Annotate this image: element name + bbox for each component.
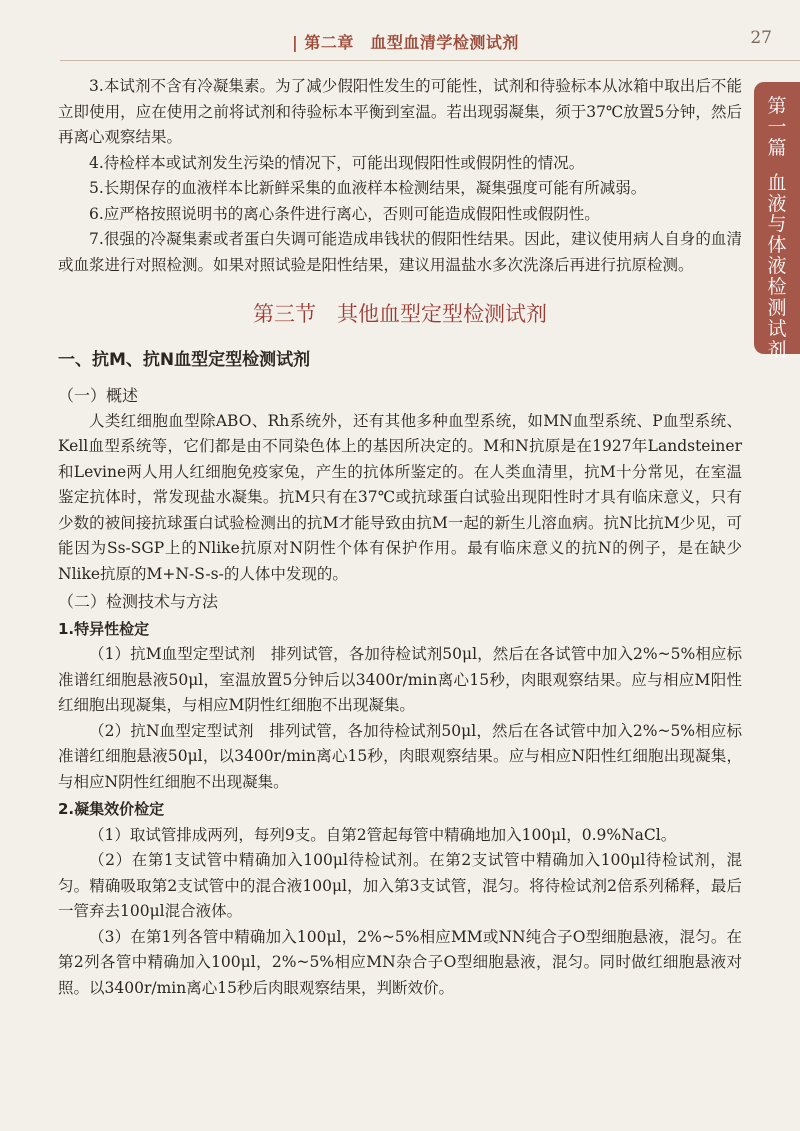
paragraph: （1）取试管排成两列，每列9支。自第2管起每管中精确地加入100μl，0.9%NaCl。: [89, 825, 677, 844]
subheading: （二）检测技术与方法: [58, 592, 219, 611]
part-label: 第 一 篇: [767, 95, 787, 159]
paragraph: 3.本试剂不含有冷凝集素。为了减少假阳性发生的可能性，试剂和待验标本从冰箱中取出后不能立即使用，应在使用之前将试剂和待验标本平衡到室温。若出现弱凝集，须于37℃放置5分钟，然后再离心观察结果。: [58, 77, 742, 146]
part-side-tab: [754, 82, 800, 361]
paragraph: 5.长期保存的血液样本比新鲜采集的血液样本检测结果，凝集强度可能有所减弱。: [89, 179, 647, 197]
paragraph: 4.待检样本或试剂发生污染的情况下，可能出现假阳性或假阴性的情况。: [89, 153, 585, 172]
chapter-title: | 第二章 血型血清学检测试剂: [292, 33, 519, 52]
paragraph: （2）抗N血型定型试剂 排列试管，各加待检试剂50μl，然后在各试管中加入2%~5%相应标准谱红细胞悬液50μl，以3400r/min离心15秒，肉眼观察结果。应与相应N阳性红细胞出现凝集，与相应N阴性红细胞不出现凝集。: [58, 721, 742, 791]
subheading: 1.特异性检定: [58, 619, 150, 638]
paragraph: （2）在第1支试管中精确加入100μl待检试剂。在第2支试管中精确加入100μl待检试剂，混匀。精确吸取第2支试管中的混合液100μl，加入第3支试管，混匀。将待检试剂2倍系列稀释，最后一管弃去100μl混合液体。: [58, 851, 742, 920]
paragraph: 7.很强的冷凝集素或者蛋白失调可能造成串钱状的假阳性结果。因此，建议使用病人自身的血清或血浆进行对照检测。如果对照试验是阳性结果，建议用温盐水多次洗涤后再进行抗原检测。: [58, 230, 742, 274]
header-divider: [60, 60, 800, 61]
subheading: 2.凝集效价检定: [58, 800, 165, 818]
part-title: 血 液 与 体 液 检 测 试 剂: [767, 171, 787, 361]
page-header: [0, 0, 800, 72]
paragraph: （1）抗M血型定型试剂 排列试管，各加待检试剂50μl，然后在各试管中加入2%~5%相应标准谱红细胞悬液50μl，室温放置5分钟后以3400r/min离心15秒，肉眼观察结果。应与相应M阳性红细胞出现凝集，与相应M阴性红细胞不出现凝集。: [58, 645, 742, 714]
section-title: 第三节 其他血型定型检测试剂: [253, 302, 547, 326]
paragraph: （3）在第1列各管中精确加入100μl，2%~5%相应MM或NN纯合子O型细胞悬液，混匀。在第2列各管中精确加入100μl，2%~5%相应MN杂合子O型细胞悬液，混匀。同时做红细胞悬液对照。以3400r/min离心15秒后肉眼观察结果，判断效价。: [58, 927, 742, 997]
paragraph: 人类红细胞血型除ABO、Rh系统外，还有其他多种血型系统，如MN血型系统、P血型系统、Kell血型系统等，它们都是由不同染色体上的基因所决定的。M和N抗原是在1927年Landsteiner和Levine两人用人红细胞免疫家兔，产生的抗体所鉴定的。在人类血清里，抗M十分常见，在室温鉴定抗体时，常发现盐水凝集。抗M只有在37℃或抗球蛋白试验出现阳性时才具有临床意义，只有少数的被间接抗球蛋白试验检测出的抗M才能导致由抗M一起的新生儿溶血病。抗N比抗M少见，可能因为Ss-SGP上的Nlike抗原对N阴性个体有保护作用。最有临床意义的抗N的例子，是在缺少Nlike抗原的M+N-S-s-的人体中发现的。: [58, 411, 742, 583]
page-number: 27: [750, 28, 772, 48]
heading: 一、抗M、抗N血型定型检测试剂: [58, 349, 311, 370]
subheading: （一）概述: [58, 386, 139, 405]
page-body: [58, 74, 742, 1001]
paragraph: 6.应严格按照说明书的离心条件进行离心，否则可能造成假阳性或假阴性。: [89, 204, 600, 223]
